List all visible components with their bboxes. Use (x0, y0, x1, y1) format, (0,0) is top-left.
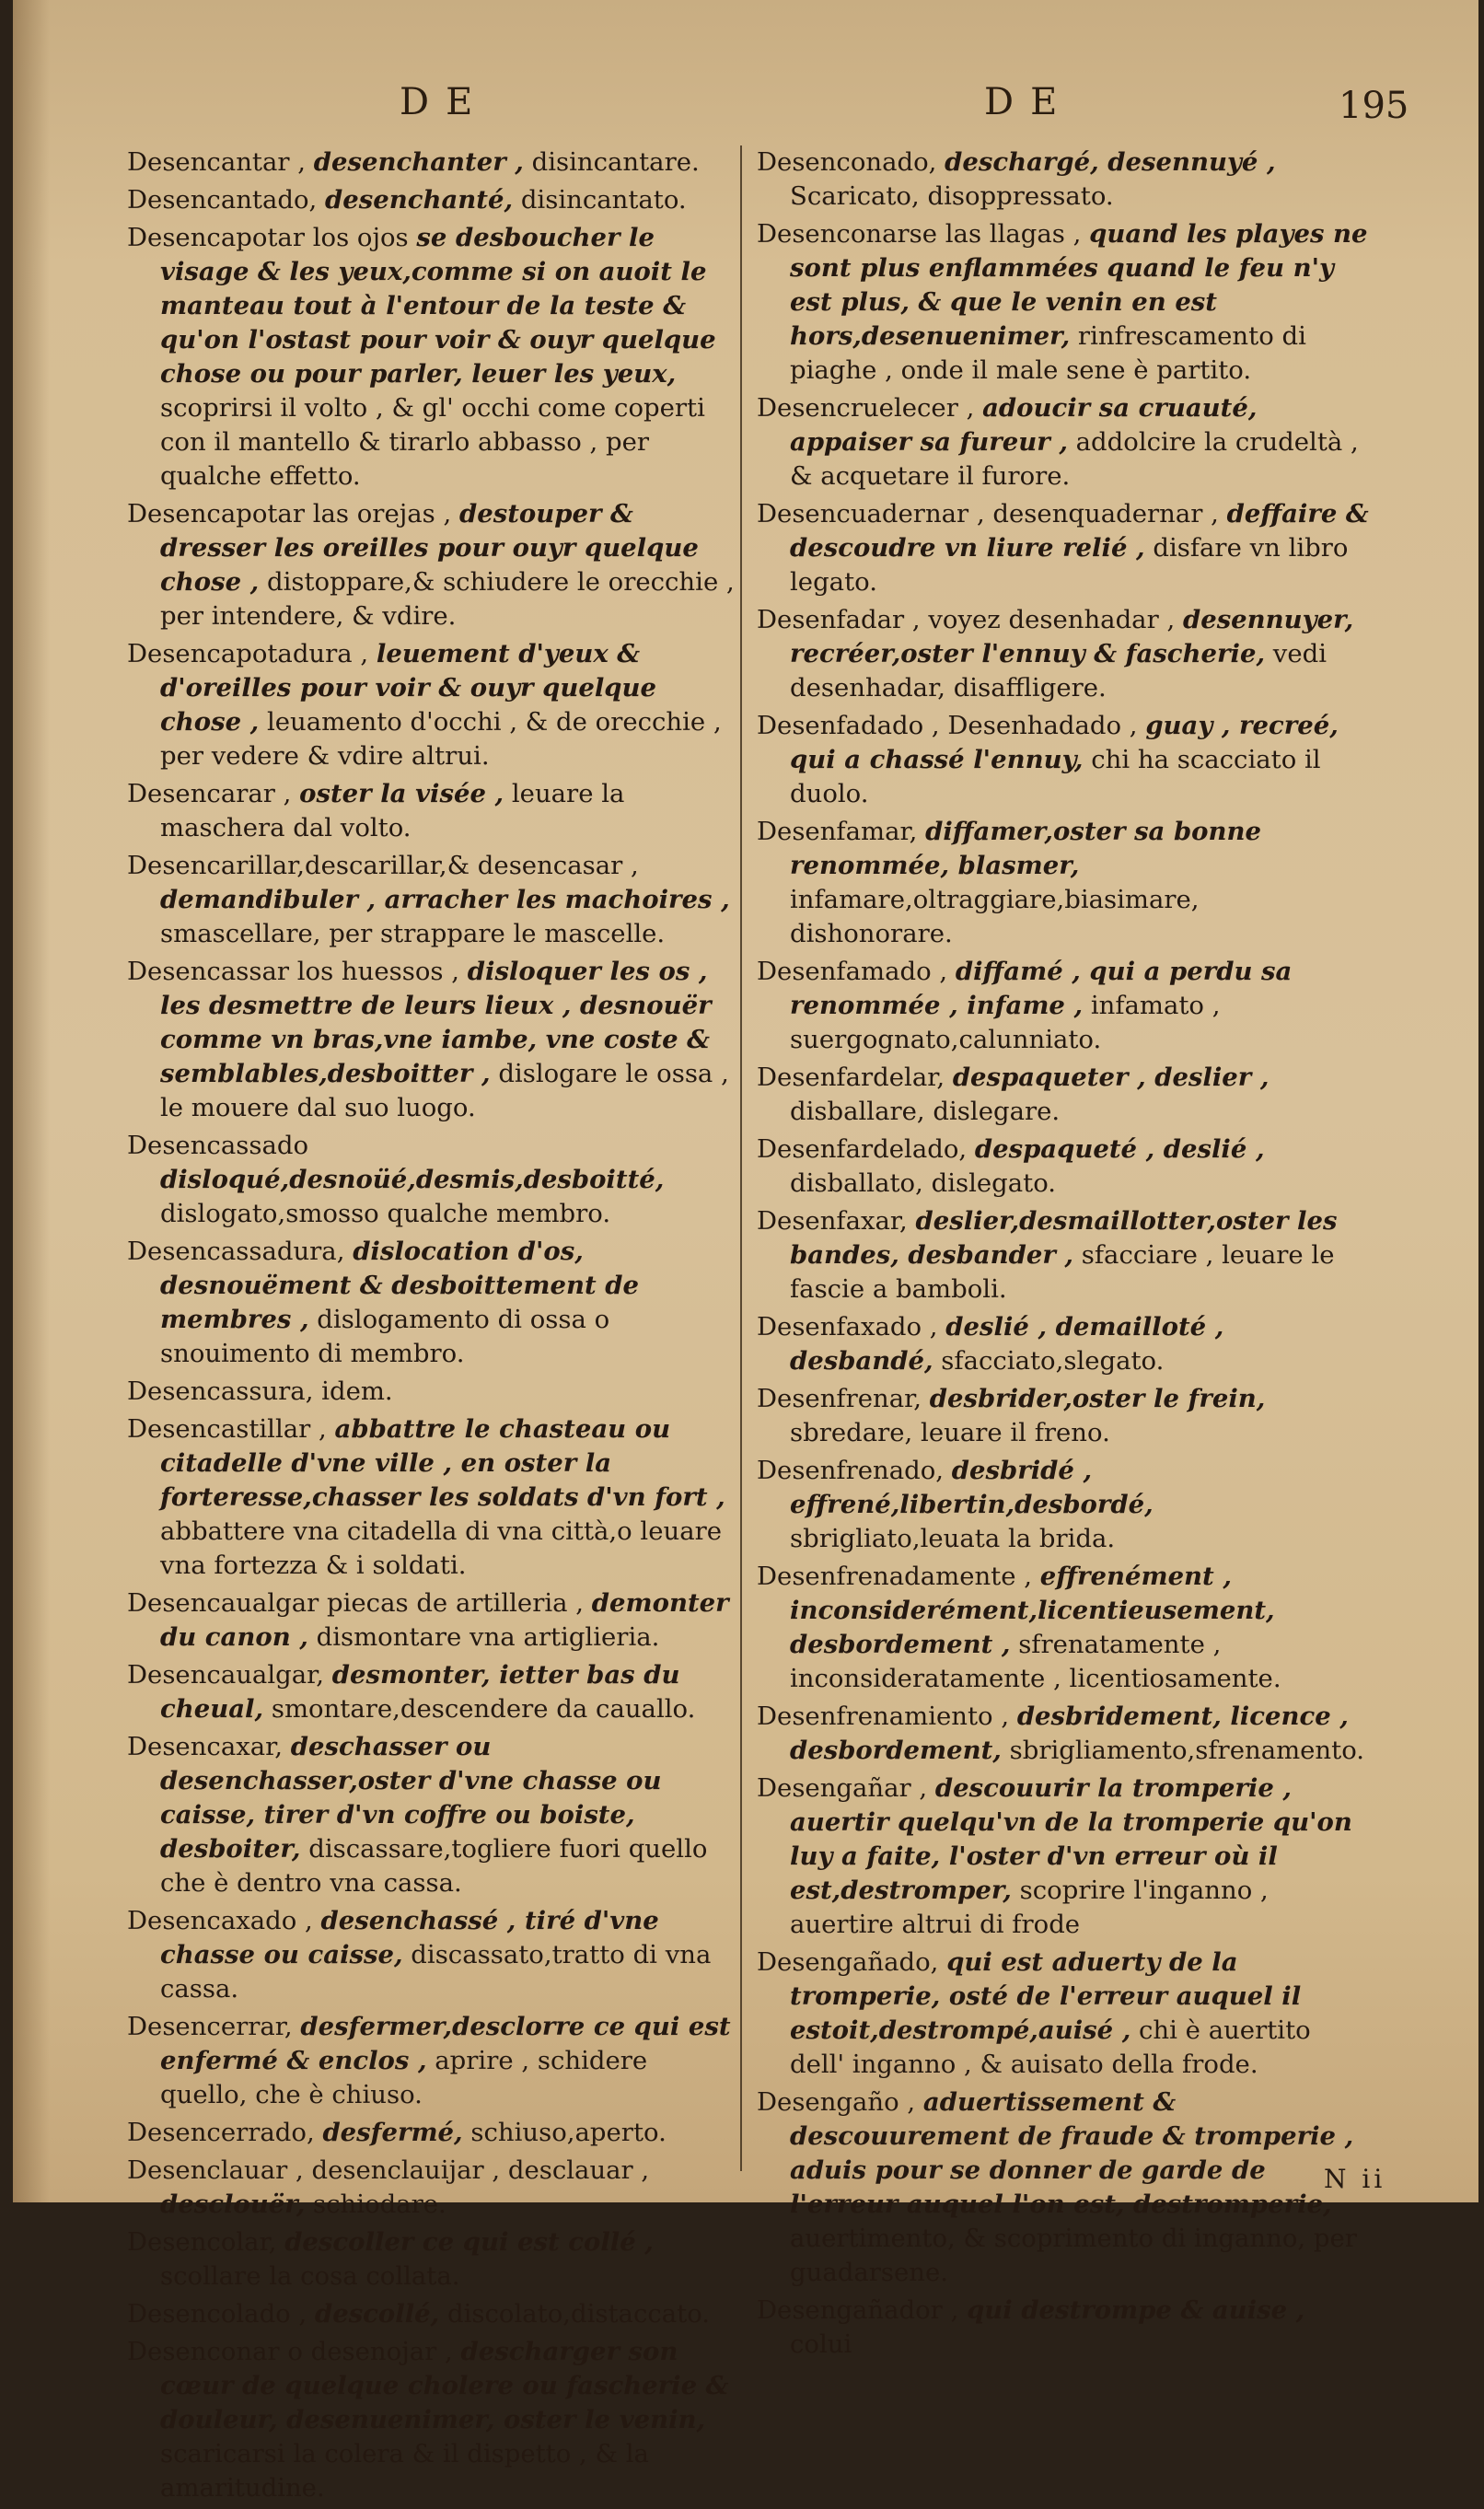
dictionary-entry (757, 1454, 1369, 1556)
gloss-french: se desboucher le visage & les yeux,comme si on auoit le manteau tout à l'entour de la teste & qu'on l'ostast pour voir & ouyr quelque chose ou pour parler, leuer les yeux, (160, 223, 716, 389)
headword-spanish: Desencantado, (127, 185, 318, 215)
gloss-italian: dislogamento di ossa o snouimento di membro. (160, 1305, 610, 1368)
gloss-french: quand les playes ne sont plus enflammées quand le feu n'y est plus, & que le venin en est hors,desenuenimer, (790, 219, 1368, 351)
gloss-french: despaqueter , deslier , (952, 1063, 1270, 1092)
gloss-french: descharger son cœur de quelque cholere ou fascherie & douleur, desenuenimer, oster le venin, (160, 2337, 729, 2434)
gloss-italian: disincantare. (531, 147, 700, 177)
dictionary-entry (757, 1204, 1369, 1307)
gloss-italian: scaricarsi la colera & il dispetto , & la amaritudine. (160, 2439, 649, 2503)
gloss-italian: dislogare le ossa , le mouere dal suo luogo. (160, 1059, 729, 1122)
gloss-french: diffamer,oster sa bonne renommée, blasmer, (790, 817, 1262, 880)
dictionary-entry (757, 145, 1369, 214)
headword-spanish: Desengañador , (757, 2295, 959, 2325)
gloss-italian: abbattere vna citadella di vna città,o leuare vna fortezza & i soldati. (160, 1516, 723, 1580)
dictionary-entry (757, 1700, 1369, 1768)
dictionary-entry (757, 2294, 1369, 2362)
gloss-french: aduertissement & descouurement de fraude & tromperie , aduis pour se donner de garde de l'erreur auquel l'on est, destromperie, (790, 2087, 1354, 2219)
headword-spanish: Desenfadado , Desenhadado , (757, 711, 1138, 740)
dictionary-entry (127, 183, 739, 217)
gloss-italian: sbredare, leuare il freno. (790, 1418, 1110, 1447)
gloss-french: desenchanté, (325, 185, 514, 215)
headword-spanish: Desencarar , (127, 779, 292, 808)
gloss-french: effrenément , inconsiderément,licentieusement, desbordement , (790, 1562, 1275, 1659)
dictionary-entry (127, 777, 739, 845)
dictionary-entry (127, 145, 739, 180)
dictionary-column-right (757, 145, 1369, 2365)
headword-spanish: Desencapotar los ojos (127, 223, 409, 252)
headword-spanish: Desenfrenado, (757, 1456, 945, 1485)
headword-spanish: Desencapotadura , (127, 639, 369, 668)
gloss-french: qui est aduerty de la tromperie, osté de l'erreur auquel il estoit,destrompé,auisé , (790, 1947, 1302, 2045)
headword-spanish: Desencerrado, (127, 2118, 315, 2147)
gloss-italian: scollare la cosa collata. (160, 2261, 460, 2291)
gloss-french: desbridé , effrené,libertin,desbordé, (790, 1456, 1154, 1519)
book-page (13, 0, 1478, 2503)
gloss-french: despaqueté , deslié , (974, 1134, 1265, 1164)
headword-spanish: Desencolar, (127, 2227, 277, 2257)
gloss-italian: colui (790, 2329, 852, 2359)
headword-spanish: Desencerrar, (127, 2012, 293, 2041)
gloss-french: desenchassé , tiré d'vne chasse ou caisse, (160, 1906, 659, 1969)
headword-spanish: Desencassadura, (127, 1237, 345, 1266)
headword-spanish: Desencassar los huessos , (127, 957, 460, 986)
headword-spanish: Desenfadar , voyez desenhadar , (757, 605, 1176, 634)
dictionary-entry (127, 2225, 739, 2294)
gloss-french: qui destrompe & auise , (967, 2295, 1305, 2325)
gloss-french: desclouër, (160, 2190, 306, 2219)
gloss-french: desmonter, ietter bas du cheual, (160, 1660, 680, 1724)
gloss-french: desfermer,desclorre ce qui est enfermé & enclos , (160, 2012, 731, 2075)
dictionary-entry (127, 2297, 739, 2331)
column-rule (740, 145, 742, 2171)
gloss-italian: infamato , suergognato,calunniato. (790, 991, 1221, 1054)
headword-spanish: Desenclauar , desenclauijar , desclauar , (127, 2155, 650, 2185)
headword-spanish: Desenconarse las llagas , (757, 219, 1082, 249)
dictionary-entry (127, 1586, 739, 1655)
gloss-italian: chi ha scacciato il duolo. (790, 745, 1321, 808)
gloss-french: disloquer les os , les desmettre de leurs lieux , desnouër comme vn bras,vne iambe, vne coste & semblables,desboitter , (160, 957, 712, 1088)
gloss-italian: leuamento d'occhi , & de orecchie , per vedere & vdire altrui. (160, 707, 722, 771)
headword-spanish: Desenconado, (757, 147, 937, 177)
gloss-italian: disballato, dislegato. (790, 1168, 1057, 1198)
dictionary-entry (757, 1310, 1369, 1378)
headword-spanish: Desencaxar, (127, 1732, 283, 1761)
dictionary-entry (127, 221, 739, 494)
dictionary-entry (127, 2335, 739, 2505)
gloss-french: deschasser ou desenchasser,oster d'vne chasse ou caisse, tirer d'vn coffre ou boiste, desboiter, (160, 1732, 662, 1864)
gloss-french: guay , recreé, qui a chassé l'ennuy, (790, 711, 1339, 774)
dictionary-entry (757, 709, 1369, 811)
gloss-italian: distoppare,& schiudere le orecchie , per intendere, & vdire. (160, 567, 735, 631)
dictionary-entry (757, 497, 1369, 599)
gloss-french: descoller ce qui est collé , (284, 2227, 654, 2257)
dictionary-entry (127, 2010, 739, 2112)
headword-spanish: Desencassado (127, 1131, 308, 1160)
headword-spanish: Desencapotar las orejas , (127, 499, 452, 529)
headword-spanish: Desencaxado , (127, 1906, 313, 1935)
dictionary-entry (127, 1235, 739, 1371)
dictionary-entry (757, 815, 1369, 951)
gloss-french: demonter du canon , (160, 1588, 729, 1652)
headword-spanish: Desenfrenar, (757, 1384, 922, 1413)
dictionary-entry (127, 497, 739, 633)
dictionary-column-left (127, 145, 739, 2509)
gloss-italian: disballare, dislegare. (790, 1097, 1061, 1126)
gloss-italian: sfacciare , leuare le fascie a bamboli. (790, 1240, 1335, 1304)
headword-spanish: Desencolado , (127, 2299, 307, 2329)
headword-spanish: Desenfardelar, (757, 1063, 945, 1092)
gloss-italian: sbrigliato,leuata la brida. (790, 1524, 1116, 1553)
gloss-italian: smontare,descendere da cauallo. (271, 1694, 696, 1724)
headword-spanish: Desengaño , (757, 2087, 916, 2117)
gloss-french: desbridement, licence , desbordement, (790, 1702, 1349, 1765)
gloss-italian: scoprirsi il volto , & gl' occhi come coperti con il mantello & tirarlo abbasso , per qualche effetto. (160, 393, 705, 491)
dictionary-entry (757, 391, 1369, 494)
headword-spanish: Desencuadernar , desenquadernar , (757, 499, 1219, 529)
headword-spanish: Desenfamado , (757, 957, 948, 986)
gloss-italian: leuare la maschera dal volto. (160, 779, 625, 842)
headword-spanish: Desenfamar, (757, 817, 918, 846)
headword-spanish: Desencaualgar piecas de artilleria , (127, 1588, 585, 1618)
headword-spanish: Desenfardelado, (757, 1134, 968, 1164)
gloss-french: demandibuler , arracher les machoires , (160, 885, 730, 914)
gloss-french: desennuyer, recréer,oster l'ennuy & fascherie, (790, 605, 1354, 668)
gloss-french: disloqué,desnoüé,desmis,desboitté, (160, 1165, 665, 1194)
dictionary-entry (757, 1560, 1369, 1696)
gloss-italian: dislogato,smosso qualche membro. (160, 1199, 611, 1228)
headword-spanish: Desengañar , (757, 1773, 928, 1803)
signature-mark: N ii (1324, 2164, 1386, 2194)
headword-spanish: Desencarillar,descarillar,& desencasar , (127, 851, 639, 880)
headword-spanish: Desenfrenadamente , (757, 1562, 1032, 1591)
gloss-italian: discolato,distaccato. (446, 2299, 711, 2329)
dictionary-entry (757, 1382, 1369, 1450)
dictionary-entry (127, 1658, 739, 1726)
gloss-french: descollé, (314, 2299, 440, 2329)
page-number: 195 (1339, 85, 1409, 127)
headword-spanish: Desencantar , (127, 147, 307, 177)
gloss-italian: disfare vn libro legato. (790, 533, 1349, 597)
gloss-italian: aprire , schidere quello, che è chiuso. (160, 2046, 648, 2109)
headword-spanish: Desenfaxar, (757, 1206, 908, 1236)
gloss-italian: vedi desenhadar, disaffligere. (790, 639, 1327, 703)
gloss-french: deslié , demailloté , desbandé, (790, 1312, 1224, 1376)
dictionary-entry (757, 2085, 1369, 2290)
gloss-french: descouurir la tromperie , auertir quelqu'vn de la tromperie qu'on luy a faite, l'oster d'vn erreur où il est,destromper, (790, 1773, 1352, 1905)
headword-spanish: Desencaualgar, (127, 1660, 324, 1690)
gloss-french: deschargé, desennuyé , (945, 147, 1276, 177)
headword-spanish: Desencastillar , (127, 1414, 327, 1444)
gloss-italian: Scaricato, disoppressato. (790, 181, 1114, 211)
dictionary-entry (757, 1133, 1369, 1201)
gloss-italian: sfacciato,slegato. (941, 1346, 1165, 1376)
dictionary-entry (757, 217, 1369, 388)
dictionary-entry (127, 1375, 739, 1409)
gloss-italian: auertimento, & scoprimento di inganno, per guadarsene. (790, 2224, 1357, 2287)
running-head-right: DE (984, 81, 1074, 123)
dictionary-entry (757, 1771, 1369, 1942)
dictionary-entry (127, 849, 739, 951)
headword-spanish: Desencassura, idem. (127, 1376, 393, 1406)
dictionary-entry (757, 603, 1369, 705)
gloss-french: desfermé, (322, 2118, 463, 2147)
gloss-french: abbattre le chasteau ou citadelle d'vne ville , en oster la forteresse,chasser les soldats d'vn fort , (160, 1414, 725, 1512)
gloss-italian: disincantato. (520, 185, 687, 215)
gloss-french: oster la visée , (299, 779, 504, 808)
gloss-french: dislocation d'os, desnouëment & desboittement de membres , (160, 1237, 640, 1334)
headword-spanish: Desencruelecer , (757, 393, 975, 423)
headword-spanish: Desengañado, (757, 1947, 939, 1977)
gloss-italian: rinfrescamento di piaghe , onde il male sene è partito. (790, 321, 1306, 385)
dictionary-entry (127, 637, 739, 773)
gloss-italian: schiuso,aperto. (470, 2118, 667, 2147)
gloss-italian: dismontare vna artiglieria. (316, 1622, 660, 1652)
gloss-french: destouper & dresser les oreilles pour ouyr quelque chose , (160, 499, 699, 597)
dictionary-entry (127, 1412, 739, 1583)
dictionary-entry (127, 1730, 739, 1900)
gloss-italian: sbrigliamento,sfrenamento. (1009, 1736, 1365, 1765)
dictionary-entry (127, 2154, 739, 2222)
dictionary-entry (757, 1946, 1369, 2082)
gloss-italian: chi è auertito dell' inganno , & auisato della frode. (790, 2015, 1311, 2079)
gloss-french: desenchanter , (313, 147, 524, 177)
gloss-italian: addolcire la crudeltà , & acquetare il furore. (790, 427, 1359, 491)
gloss-french: deffaire & descoudre vn liure relié , (790, 499, 1369, 563)
gloss-french: deslier,desmaillotter,oster les bandes, desbander , (790, 1206, 1338, 1270)
gloss-french: desbrider,oster le frein, (929, 1384, 1266, 1413)
dictionary-entry (127, 955, 739, 1125)
gloss-french: leuement d'yeux & d'oreilles pour voir & ouyr quelque chose , (160, 639, 656, 737)
headword-spanish: Desenfrenamiento , (757, 1702, 1010, 1731)
gloss-italian: infamare,oltraggiare,biasimare, dishonorare. (790, 885, 1200, 948)
gloss-italian: discassato,tratto di vna cassa. (160, 1940, 712, 2004)
gloss-french: diffamé , qui a perdu sa renommée , infame , (790, 957, 1293, 1020)
running-head-left: DE (400, 81, 490, 123)
dictionary-entry (127, 2116, 739, 2150)
gloss-italian: smascellare, per strappare le mascelle. (160, 919, 666, 948)
gloss-italian: discassare,togliere fuori quello che è dentro vna cassa. (160, 1834, 708, 1898)
dictionary-entry (127, 1904, 739, 2006)
dictionary-entry (757, 955, 1369, 1057)
headword-spanish: Desenconar o desenojar , (127, 2337, 453, 2366)
gloss-italian: scoprire l'inganno , auertire altrui di frode (790, 1876, 1269, 1939)
dictionary-entry (127, 1129, 739, 1231)
gloss-italian: schiodare. (313, 2190, 446, 2219)
gloss-italian: sfrenatamente , inconsideratamente , licentiosamente. (790, 1630, 1281, 1693)
gloss-french: adoucir sa cruauté, appaiser sa fureur , (790, 393, 1258, 457)
dictionary-entry (757, 1061, 1369, 1129)
adjacent-page-margin (26, 110, 57, 2182)
headword-spanish: Desenfaxado , (757, 1312, 938, 1342)
